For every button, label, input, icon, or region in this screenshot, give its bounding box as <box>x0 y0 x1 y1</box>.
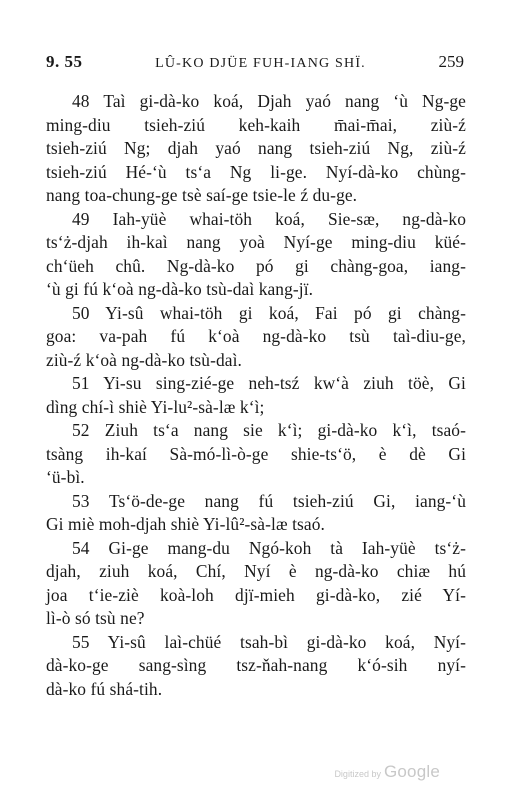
verse-line: chʻüeh chû. Ng-dà-ko pó gi chàng-goa, iang- <box>46 255 466 276</box>
chapter-verse-reference: 9. 55 <box>46 52 83 71</box>
running-head <box>46 52 464 76</box>
verse <box>46 208 466 302</box>
verse-first-line: 49 Iah-yüè whai-töh koá, Sie-sæ, ng-dà-ko <box>72 208 466 229</box>
verse-first-line: 52 Ziuh tsʻa nang sie kʻì; gi-dà-ko kʻì, tsaó- <box>72 420 466 440</box>
verse-line: tsieh-ziú Hé-ʻù tsʻa Ng li-ge. Nyí-dà-ko chùng- <box>46 161 466 182</box>
verse-first-line: 50 Yi-sû whai-töh gi koá, Fai pó gi chàng- <box>72 302 466 323</box>
verse-line: goa: va-pah fú kʻoà ng-dà-ko tsù taì-diu-ge, <box>46 326 466 346</box>
verse-first-line: 55 Yi-sû laì-chüé tsah-bì gi-dà-ko koá, Nyí- <box>72 631 466 652</box>
verse-line: tsʻż-djah ih-kaì nang yoà Nyí-ge ming-diu küé- <box>46 232 466 252</box>
scripture-text <box>46 90 466 701</box>
running-title: LÛ-KO DJÜE FUH-IANG SHÏ. <box>155 56 366 71</box>
verse-first-line: 54 Gi-ge mang-du Ngó-koh tà Iah-yüè tsʻż- <box>72 537 466 558</box>
verse-line: nang toa-chung-ge tsè saí-ge tsie-le ź du-ge. <box>46 185 358 205</box>
verse-line: dà-ko fú shá-tih. <box>46 678 163 699</box>
digitization-watermark <box>334 762 440 782</box>
verse-line: ʻü-bì. <box>46 467 85 487</box>
verse-first-line: 48 Taì gi-dà-ko koá, Djah yaó nang ʻù Ng-ge <box>72 91 466 111</box>
verse-line: djah, ziuh koá, Chí, Nyí è ng-dà-ko chiæ hú <box>46 561 466 581</box>
watermark-brand: Google <box>383 762 440 781</box>
verse <box>46 631 466 702</box>
verse <box>46 90 466 208</box>
verse <box>46 302 466 373</box>
verse-first-line: 53 Tsʻö-de-ge nang fú tsieh-ziú Gi, iang-ʻù <box>72 490 466 511</box>
verse-line: lì-ò só tsù ne? <box>46 608 145 628</box>
verse <box>46 490 466 537</box>
verse-line: ʻù gi fú kʻoà ng-dà-ko tsù-daì kang-jï. <box>46 279 314 299</box>
verse-line: ziù-ź kʻoà ng-dà-ko tsù-daì. <box>46 349 242 370</box>
verse <box>46 537 466 631</box>
verse-line: joa tʻie-ziè koà-loh djï-mieh gi-dà-ko, zié Yí- <box>46 584 466 605</box>
verse-line: tsàng ih-kaí Sà-mó-lì-ò-ge shie-tsʻö, è dè Gi <box>46 443 466 464</box>
page-number: 259 <box>438 52 464 71</box>
verse-first-line: 51 Yi-su sing-zié-ge neh-tsź kwʻà ziuh töè, Gi <box>72 373 466 393</box>
verse <box>46 419 466 490</box>
watermark-prefix: Digitized by <box>334 769 381 779</box>
verse-line: Gi miè moh-djah shiè Yi-lû²-sà-læ tsaó. <box>46 514 325 534</box>
verse-line: dìng chí-ì shiè Yi-lu²-sà-læ kʻì; <box>46 396 265 417</box>
verse-line: ming-diu tsieh-ziú keh-kaih m̄ai-m̄ai, ziù-ź <box>46 114 466 135</box>
verse-line: tsieh-ziú Ng; djah yaó nang tsieh-ziú Ng, ziù-ź <box>46 138 466 158</box>
verse <box>46 372 466 419</box>
verse-line: dà-ko-ge sang-sìng tsz-ňah-nang kʻó-sih nyí- <box>46 655 466 675</box>
